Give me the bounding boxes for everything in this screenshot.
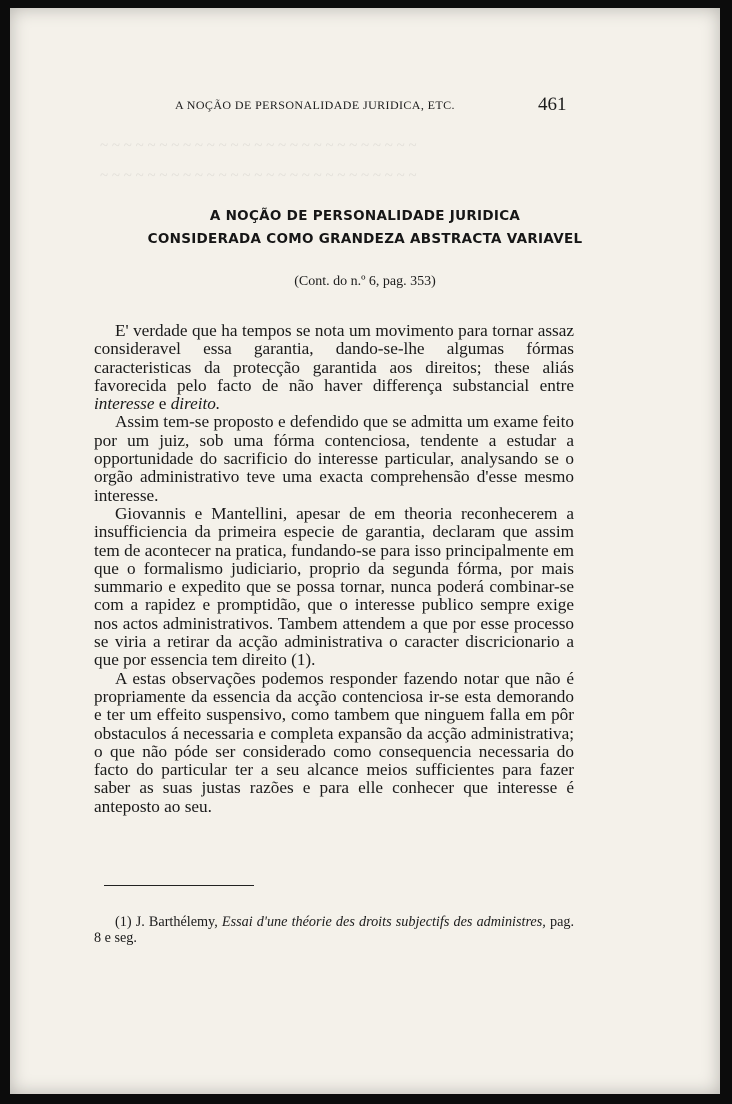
show-through-text: ~ ~ ~ ~ ~ ~ ~ ~ ~ ~ ~ ~ ~ ~ ~ ~ ~ ~ ~ ~ ~ ~ ~ ~ ~ ~ ~ [100,138,417,154]
paragraph-1-text: E' verdade que ha tempos se nota um movimento para tornar assaz consideravel essa garantia, dando-se-lhe algumas fórmas caracteristicas da protecção garantida aos direitos; these aliás favorecida pelo facto de não haver differença substancial entre [94,321,574,395]
running-head [10,94,720,118]
term-direito: direito. [170,394,221,414]
footnote-divider [104,885,254,886]
footnote [94,914,574,946]
paragraph-2: Assim tem-se proposto e defendido que se admitta um exame feito por um juiz, sob uma fórma contenciosa, tendente a estudar a opportunidade do sacrificio do interesse particular, analysando se o orgão administrativo teve uma exacta comprehensão d'esse mesmo interesse. [94,412,574,505]
book-page [10,8,720,1094]
paragraph-1 [94,322,574,413]
footnote-prefix: (1) J. Barthélemy, [115,914,222,930]
show-through-text: ~ ~ ~ ~ ~ ~ ~ ~ ~ ~ ~ ~ ~ ~ ~ ~ ~ ~ ~ ~ ~ ~ ~ ~ ~ ~ ~ [100,168,417,184]
page-number: 461 [538,94,567,115]
article-title-line-1: A NOÇÃO DE PERSONALIDADE JURIDICA [209,208,521,224]
footnote-suffix: pag. 8 e seg. [94,914,575,946]
paragraph-1-connector: e [154,394,171,414]
body-text [94,322,574,816]
article-title-line-2: CONSIDERADA COMO GRANDEZA ABSTRACTA VARIAVEL [147,231,583,247]
continuation-note: (Cont. do n.º 6, pag. 353) [294,274,436,289]
paragraph-3: Giovannis e Mantellini, apesar de em theoria reconhecerem a insufficiencia da primeira especie de garantia, declaram que assim tem de acontecer na pratica, fundando-se para isso principalmente em que o formalismo judiciario, proprio da segunda fórma, por mais summario e expedito que se possa tornar, nunca poderá combinar-se com a rapidez e promptidão, que o interesse publico sempre exige nos actos administrativos. Tambem attendem a que por esse processo se viria a retirar da acção administrativa o caracter discricionario a que por essencia tem direito (1). [94,503,574,670]
paragraph-4: A estas observações podemos responder fazendo notar que não é propriamente da essencia da acção contenciosa ir-se esta demorando e ter um effeito suspensivo, como tambem que ninguem falla em pôr obstaculos á necessaria e completa expansão da acção administrativa; o que não póde ser considerado como consequencia necessaria do facto do particular ter a seu alcance meios sufficientes para fazer saber as suas justas razões e para elle conhecer que interesse é anteposto ao seu. [94,668,574,816]
term-interesse: interesse [94,394,155,414]
footnote-work-title: Essai d'une théorie des droits subjectifs des administres, [221,914,546,930]
running-title: A NOÇÃO DE PERSONALIDADE JURIDICA, ETC. [175,98,455,112]
